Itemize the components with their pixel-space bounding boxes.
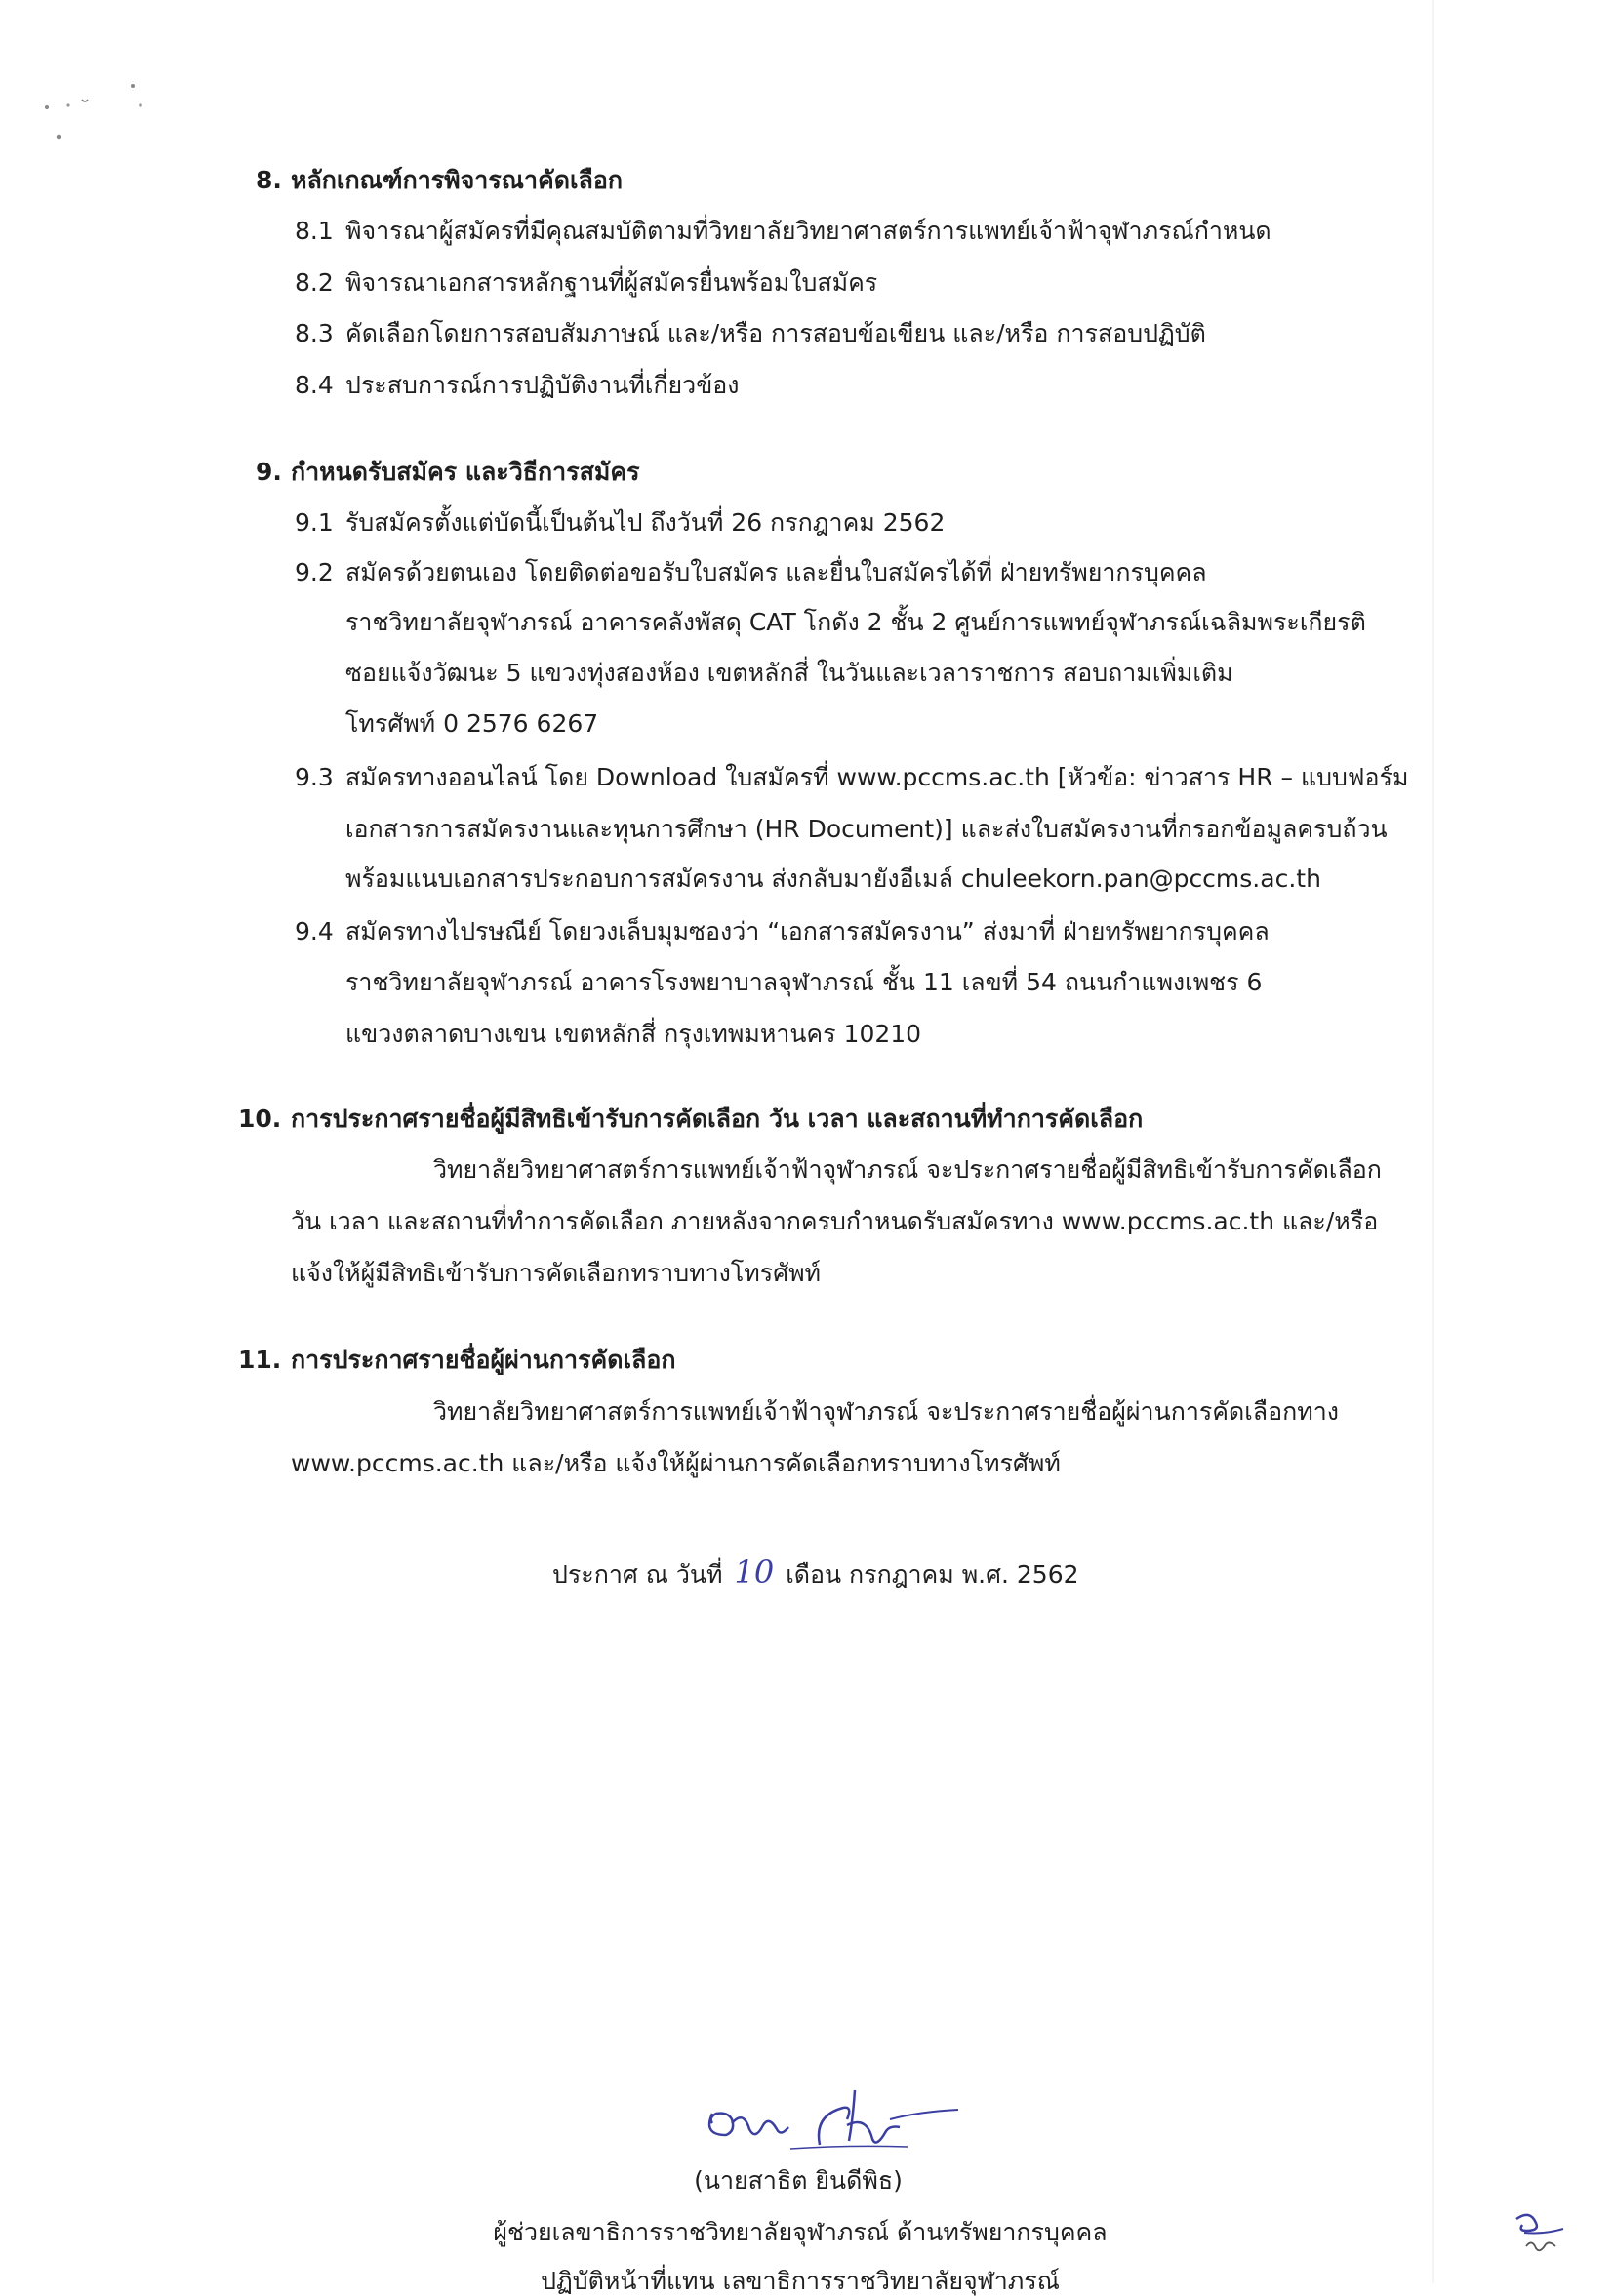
section11-line2: www.pccms.ac.th และ/หรือ แจ้งให้ผู้ผ่านการคัดเลือกทราบทางโทรศัพท์ xyxy=(291,1449,1061,1477)
item-8-1-number: 8.1 xyxy=(295,217,334,245)
section10-line1: วิทยาลัยวิทยาศาสตร์การแพทย์เจ้าฟ้าจุฬาภรณ์ จะประกาศรายชื่อผู้มีสิทธิเข้ารับการคัดเลือก xyxy=(433,1155,1382,1184)
section10-line2: วัน เวลา และสถานที่ทำการคัดเลือก ภายหลังจากครบกำหนดรับสมัครทาง www.pccms.ac.th และ/หรือ xyxy=(291,1207,1379,1235)
item-8-3-text: คัดเลือกโดยการสอบสัมภาษณ์ และ/หรือ การสอบข้อเขียน และ/หรือ การสอบปฏิบัติ xyxy=(345,319,1206,347)
item-8-2-number: 8.2 xyxy=(295,268,334,297)
announcement-day: 10 xyxy=(734,1553,775,1591)
section11-title: การประกาศรายชื่อผู้ผ่านการคัดเลือก xyxy=(291,1346,676,1374)
section11-number: 11. xyxy=(238,1346,282,1374)
item-9-2-line3: ซอยแจ้งวัฒนะ 5 แขวงทุ่งสองห้อง เขตหลักสี่ ในวันและเวลาราชการ สอบถามเพิ่มเติม xyxy=(345,659,1233,687)
section8-number: 8. xyxy=(256,166,282,194)
section10-number: 10. xyxy=(238,1105,282,1133)
item-9-2-line4: โทรศัพท์ 0 2576 6267 xyxy=(345,709,599,738)
section10-title: การประกาศรายชื่อผู้มีสิทธิเข้ารับการคัดเลือก วัน เวลา และสถานที่ทำการคัดเลือก xyxy=(291,1105,1144,1133)
announcement-prefix: ประกาศ ณ วันที่ xyxy=(552,1560,723,1589)
item-9-4-line1: สมัครทางไปรษณีย์ โดยวงเล็บมุมซองว่า “เอกสารสมัครงาน” ส่งมาที่ ฝ่ายทรัพยากรบุคคล xyxy=(345,917,1270,946)
item-9-2-line1: สมัครด้วยตนเอง โดยติดต่อขอรับใบสมัคร และยื่นใบสมัครได้ที่ ฝ่ายทรัพยากรบุคคล xyxy=(345,558,1207,586)
handwritten-signature xyxy=(683,2086,976,2174)
section11-line1: วิทยาลัยวิทยาศาสตร์การแพทย์เจ้าฟ้าจุฬาภรณ์ จะประกาศรายชื่อผู้ผ่านการคัดเลือกทาง xyxy=(433,1397,1339,1426)
section9-title: กำหนดรับสมัคร และวิธีการสมัคร xyxy=(291,458,640,486)
signatory-position-2: ปฏิบัติหน้าที่แทน เลขาธิการราชวิทยาลัยจุฬาภรณ์ xyxy=(541,2267,1060,2295)
item-9-4-number: 9.4 xyxy=(295,917,334,946)
item-9-1-text: รับสมัครตั้งแต่บัดนี้เป็นต้นไป ถึงวันที่ 26 กรกฎาคม 2562 xyxy=(345,508,946,537)
item-9-4-line3: แขวงตลาดบางเขน เขตหลักสี่ กรุงเทพมหานคร 10210 xyxy=(345,1020,922,1048)
item-8-4-text: ประสบการณ์การปฏิบัติงานที่เกี่ยวข้อง xyxy=(345,371,740,399)
section10-line3: แจ้งให้ผู้มีสิทธิเข้ารับการคัดเลือกทราบทางโทรศัพท์ xyxy=(291,1259,822,1287)
signatory-name: (นายสาธิต ยินดีพิธ) xyxy=(694,2166,903,2195)
item-9-4-line2: ราชวิทยาลัยจุฬาภรณ์ อาคารโรงพยาบาลจุฬาภรณ์ ชั้น 11 เลขที่ 54 ถนนกำแพงเพชร 6 xyxy=(345,968,1263,996)
item-8-3-number: 8.3 xyxy=(295,319,334,347)
item-9-3-line3: พร้อมแนบเอกสารประกอบการสมัครงาน ส่งกลับมายังอีเมล์ chuleekorn.pan@pccms.ac.th xyxy=(345,865,1321,893)
item-8-1-text: พิจารณาผู้สมัครที่มีคุณสมบัติตามที่วิทยาลัยวิทยาศาสตร์การแพทย์เจ้าฟ้าจุฬาภรณ์กำหนด xyxy=(345,217,1271,245)
item-9-3-line1: สมัครทางออนไลน์ โดย Download ใบสมัครที่ www.pccms.ac.th [หัวข้อ: ข่าวสาร HR – แบบฟอร์ม xyxy=(345,763,1409,791)
item-8-2-text: พิจารณาเอกสารหลักฐานที่ผู้สมัครยื่นพร้อมใบสมัคร xyxy=(345,268,878,297)
signatory-position-1: ผู้ช่วยเลขาธิการราชวิทยาลัยจุฬาภรณ์ ด้านทรัพยากรบุคคล xyxy=(493,2218,1108,2246)
item-9-2-number: 9.2 xyxy=(295,558,334,586)
announcement-date xyxy=(552,1553,1079,1591)
item-9-3-number: 9.3 xyxy=(295,763,334,791)
scan-edge xyxy=(1432,0,1434,2283)
section9-number: 9. xyxy=(256,458,282,486)
item-9-1-number: 9.1 xyxy=(295,508,334,537)
item-9-3-line2: เอกสารการสมัครงานและทุนการศึกษา (HR Document)] และส่งใบสมัครงานที่กรอกข้อมูลครบถ้วน xyxy=(345,815,1388,843)
section8-title: หลักเกณฑ์การพิจารณาคัดเลือก xyxy=(291,166,623,194)
item-9-2-line2: ราชวิทยาลัยจุฬาภรณ์ อาคารคลังพัสดุ CAT โกดัง 2 ชั้น 2 ศูนย์การแพทย์จุฬาภรณ์เฉลิมพระเกียรติ xyxy=(345,608,1366,636)
announcement-suffix: เดือน กรกฎาคม พ.ศ. 2562 xyxy=(786,1560,1079,1589)
handwritten-page-mark xyxy=(1511,2203,1569,2262)
item-8-4-number: 8.4 xyxy=(295,371,334,399)
scan-specks xyxy=(39,76,166,144)
